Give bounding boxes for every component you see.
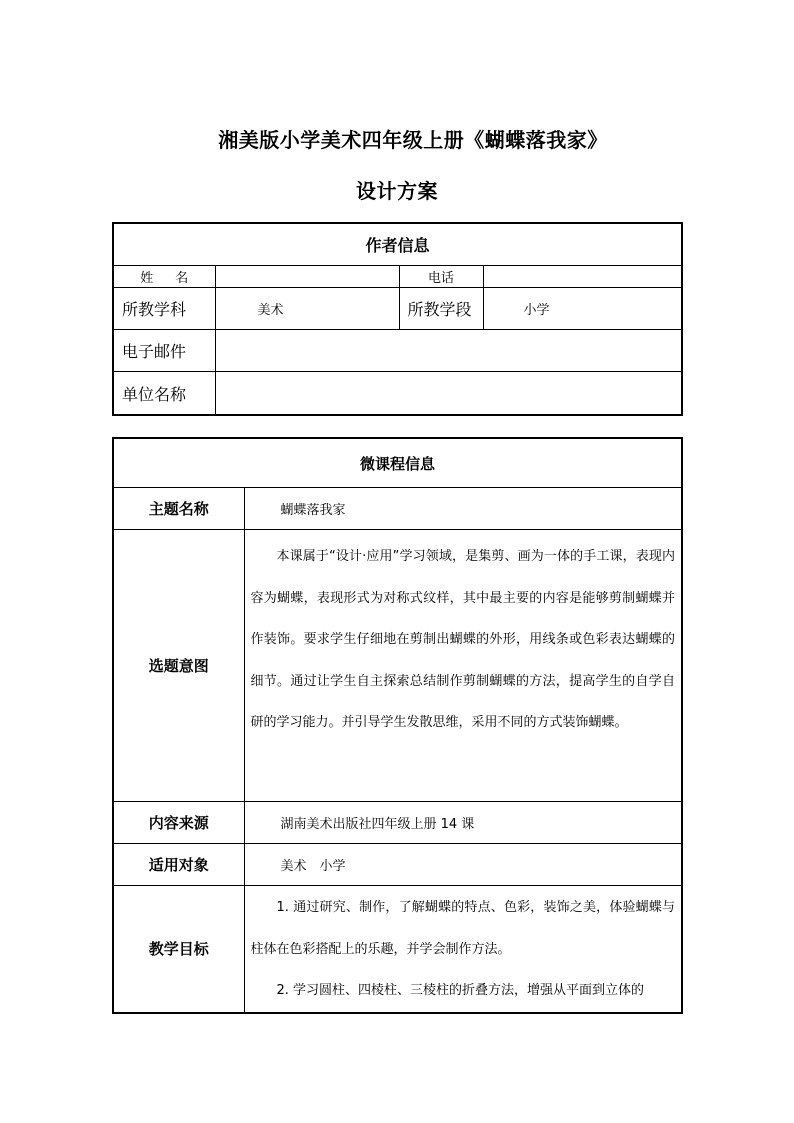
document-title: 湘美版小学美术四年级上册《蝴蝶落我家》 xyxy=(218,128,608,152)
phone-label: 电话 xyxy=(399,266,483,288)
goals-label: 教学目标 xyxy=(113,886,244,1013)
email-value[interactable] xyxy=(215,330,682,372)
course-info-table xyxy=(112,437,683,1014)
subject-value[interactable]: 美术 xyxy=(215,288,399,330)
organization-value[interactable] xyxy=(215,372,682,416)
goals-cell[interactable] xyxy=(244,886,682,1013)
email-label: 电子邮件 xyxy=(113,330,215,372)
goal-item-1: 1. 通过研究、制作，了解蝴蝶的特点、色彩，装饰之美，体验蝴蝶与柱体在色彩搭配上的乐趣，并学会制作方法。 xyxy=(250,900,676,957)
goal-item-2: 2. 学习圆柱、四棱柱、三棱柱的折叠方法，增强从平面到立体的 xyxy=(276,983,645,998)
course-info-header: 微课程信息 xyxy=(113,438,682,488)
subject-label: 所教学科 xyxy=(113,288,215,330)
stage-value[interactable]: 小学 xyxy=(483,288,682,330)
document-subtitle: 设计方案 xyxy=(356,179,438,203)
author-info-header: 作者信息 xyxy=(113,223,682,266)
intent-label: 选题意图 xyxy=(113,530,244,802)
name-label: 姓名 xyxy=(113,266,215,288)
author-info-table xyxy=(112,222,683,416)
intent-text: 本课属于“设计·应用”学习领域，是集剪、画为一体的手工课，表现内容为蝴蝶，表现形式为对称式纹样，其中最主要的内容是能够剪制蝴蝶并作装饰。要求学生仔细地在剪制出蝴蝶的外形，用线条或色彩表达蝴蝶的细节。通过让学生自主探索总结制作剪制蝴蝶的方法，提高学生的自学自研的学习能力。并引导学生发散思维，采用不同的方式装饰蝴蝶。 xyxy=(250,549,676,730)
topic-value[interactable]: 蝴蝶落我家 xyxy=(244,488,682,530)
audience-label: 适用对象 xyxy=(113,844,244,886)
intent-text-cell[interactable] xyxy=(244,530,682,802)
audience-value[interactable]: 美术 小学 xyxy=(244,844,682,886)
topic-label: 主题名称 xyxy=(113,488,244,530)
name-value[interactable] xyxy=(215,266,399,288)
organization-label: 单位名称 xyxy=(113,372,215,416)
source-label: 内容来源 xyxy=(113,802,244,844)
stage-label: 所教学段 xyxy=(399,288,483,330)
source-value[interactable]: 湖南美术出版社四年级上册 14 课 xyxy=(244,802,682,844)
phone-value[interactable] xyxy=(483,266,682,288)
